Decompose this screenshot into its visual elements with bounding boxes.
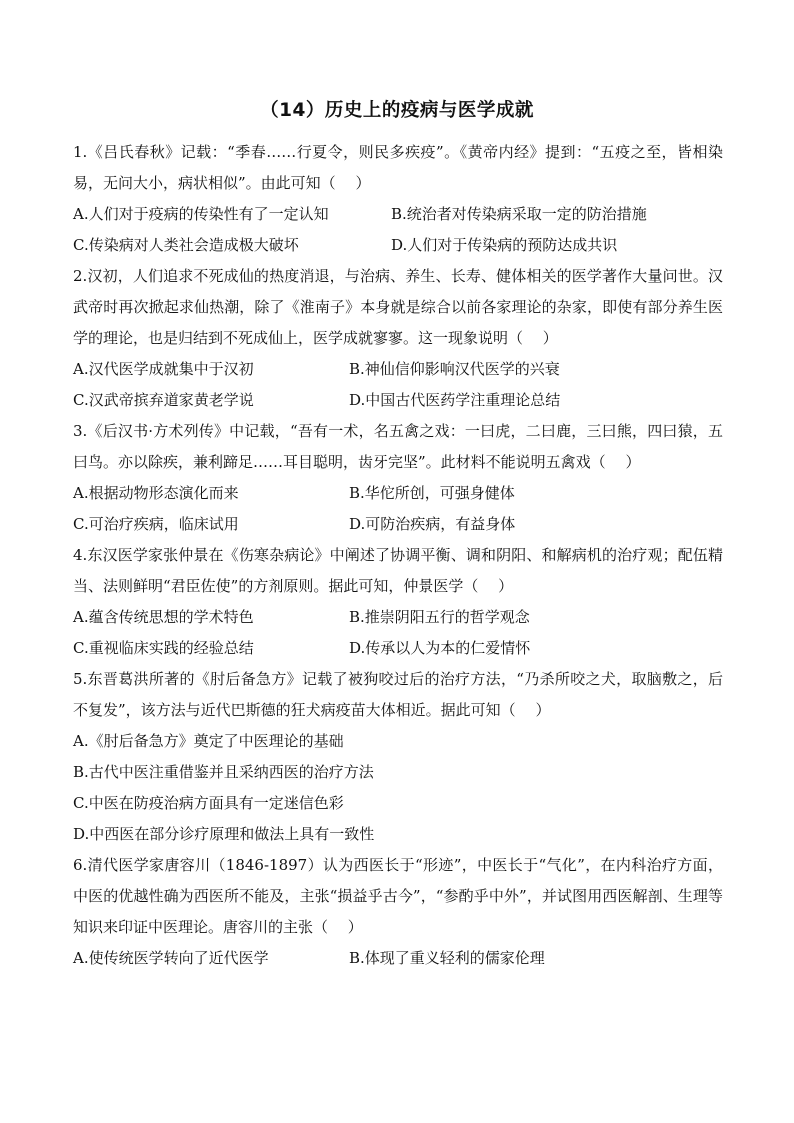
- option-a[interactable]: A.《肘后备急方》奠定了中医理论的基础: [73, 732, 344, 750]
- option-b[interactable]: B.神仙信仰影响汉代医学的兴衰: [349, 360, 560, 378]
- question-2: [73, 261, 723, 416]
- option-list: [73, 726, 723, 850]
- option-grid: [73, 943, 723, 974]
- option-d[interactable]: D.可防治疾病，有益身体: [349, 515, 516, 533]
- question-stem: 6.清代医学家唐容川（1846-1897）认为西医长于“形迹”，中医长于“气化”，在内科治疗方面，中医的优越性确为西医所不能及，主张“损益乎古今”，“参酌乎中外”，并试图用西医解剖、生理等知识来印证中医理论。唐容川的主张（ ）: [73, 856, 723, 936]
- question-stem: 1.《吕氏春秋》记载：“季春……行夏令，则民多疾疫”。《黄帝内经》提到：“五疫之至，皆相染易，无问大小，病状相似”。由此可知（ ）: [73, 143, 723, 192]
- question-5: [73, 664, 723, 850]
- option-a[interactable]: A.人们对于疫病的传染性有了一定认知: [73, 205, 329, 223]
- question-4: [73, 540, 723, 664]
- option-a[interactable]: A.使传统医学转向了近代医学: [73, 949, 269, 967]
- option-b[interactable]: B.体现了重义轻利的儒家伦理: [349, 949, 545, 967]
- option-c[interactable]: C.传染病对人类社会造成极大破坏: [73, 236, 299, 254]
- question-3: [73, 416, 723, 540]
- option-c[interactable]: C.重视临床实践的经验总结: [73, 639, 254, 657]
- option-d[interactable]: D.中西医在部分诊疗原理和做法上具有一致性: [73, 825, 375, 843]
- option-d[interactable]: D.人们对于传染病的预防达成共识: [391, 236, 618, 254]
- option-b[interactable]: B.华佗所创，可强身健体: [349, 484, 515, 502]
- question-stem: 5.东晋葛洪所著的《肘后备急方》记载了被狗咬过后的治疗方法，“乃杀所咬之犬，取脑敷之，后不复发”，该方法与近代巴斯德的狂犬病疫苗大体相近。据此可知（ ）: [73, 670, 723, 719]
- option-a[interactable]: A.蕴含传统思想的学术特色: [73, 608, 254, 626]
- option-b[interactable]: B.统治者对传染病采取一定的防治措施: [391, 205, 647, 223]
- option-b[interactable]: B.推崇阴阳五行的哲学观念: [349, 608, 530, 626]
- option-grid: [73, 602, 723, 664]
- question-1: [73, 137, 723, 261]
- question-list: [73, 137, 723, 974]
- question-stem: 4.东汉医学家张仲景在《伤寒杂病论》中阐述了协调平衡、调和阴阳、和解病机的治疗观；配伍精当、法则鲜明“君臣佐使”的方剂原则。据此可知，仲景医学（ ）: [73, 546, 723, 595]
- option-a[interactable]: A.汉代医学成就集中于汉初: [73, 360, 254, 378]
- option-d[interactable]: D.传承以人为本的仁爱情怀: [349, 639, 531, 657]
- option-grid: [73, 354, 723, 416]
- option-c[interactable]: C.中医在防疫治病方面具有一定迷信色彩: [73, 794, 344, 812]
- option-grid: [73, 199, 723, 261]
- option-c[interactable]: C.汉武帝摈弃道家黄老学说: [73, 391, 254, 409]
- option-grid: [73, 478, 723, 540]
- question-stem: 3.《后汉书·方术列传》中记载，“吾有一术，名五禽之戏：一曰虎，二曰鹿，三曰熊，四曰猿，五曰鸟。亦以除疾，兼利蹄足……耳目聪明，齿牙完坚”。此材料不能说明五禽戏（ ）: [73, 422, 723, 471]
- question-6: [73, 850, 723, 974]
- option-d[interactable]: D.中国古代医药学注重理论总结: [349, 391, 561, 409]
- option-c[interactable]: C.可治疗疾病，临床试用: [73, 515, 239, 533]
- option-b[interactable]: B.古代中医注重借鉴并且采纳西医的治疗方法: [73, 763, 374, 781]
- page-title: （14）历史上的疫病与医学成就: [260, 100, 534, 121]
- option-a[interactable]: A.根据动物形态演化而来: [73, 484, 239, 502]
- question-stem: 2.汉初，人们追求不死成仙的热度消退，与治病、养生、长寿、健体相关的医学著作大量问世。汉武帝时再次掀起求仙热潮，除了《淮南子》本身就是综合以前各家理论的杂家，即使有部分养生医学的理论，也是归结到不死成仙上，医学成就寥寥。这一现象说明（ ）: [73, 267, 723, 347]
